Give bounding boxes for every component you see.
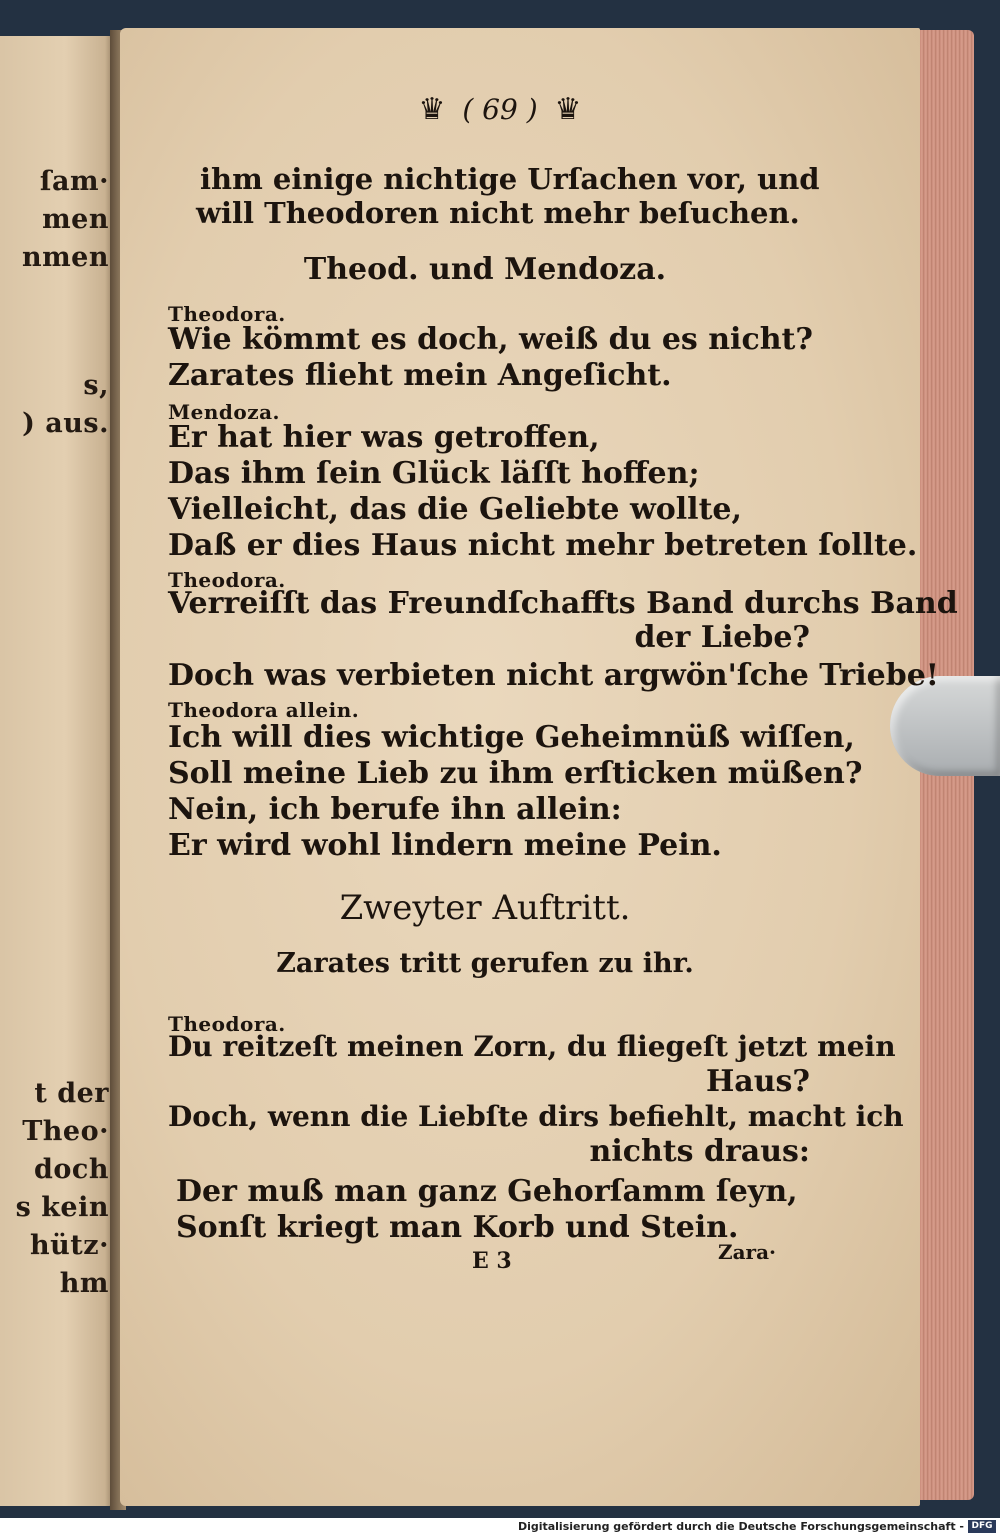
- left-page-line: Theo·: [22, 1116, 109, 1147]
- verse-line: Zarates flieht mein Angeſicht.: [168, 358, 672, 393]
- crown-ornament-icon: ♛: [418, 92, 446, 127]
- verse-line: Doch was verbieten nicht argwön'ſche Triebe!: [168, 658, 939, 693]
- intro-line: will Theodoren nicht mehr beſuchen.: [196, 196, 800, 230]
- speaker-label: Theodora.: [168, 1012, 286, 1036]
- verse-line: Du reitzeſt meinen Zorn, du fliegeſt jetzt mein: [168, 1030, 896, 1063]
- verse-line: Das ihm ſein Glück läſſt hoffen;: [168, 456, 700, 491]
- page-number: ( 69 ): [462, 93, 538, 126]
- left-page-line: doch: [34, 1154, 109, 1185]
- crown-ornament-icon: ♛: [554, 92, 582, 127]
- verse-line: Er hat hier was getroffen,: [168, 420, 600, 455]
- left-page-line: hm: [59, 1268, 109, 1299]
- signature-mark: E 3: [472, 1248, 512, 1274]
- verse-line: Der muß man ganz Gehorſamm ſeyn,: [176, 1174, 798, 1209]
- left-page-line: men: [42, 204, 109, 235]
- verse-line: Vielleicht, das die Geliebte wollte,: [168, 492, 742, 527]
- verse-line: Doch, wenn die Liebſte dirs befiehlt, macht ich: [168, 1100, 904, 1133]
- left-page-line: nmen: [21, 242, 109, 273]
- left-page-line: hütz·: [30, 1230, 109, 1261]
- speaker-label: Theodora.: [168, 302, 286, 326]
- verse-continuation: der Liebe?: [634, 620, 810, 655]
- verse-line: Daß er dies Haus nicht mehr betreten ſollte.: [168, 528, 918, 563]
- verse-line: Er wird wohl lindern meine Pein.: [168, 828, 722, 863]
- verse-continuation: Haus?: [705, 1064, 810, 1099]
- speaker-label: Theodora allein.: [168, 698, 360, 722]
- left-page-line: s kein: [15, 1192, 109, 1223]
- funding-credit: Digitalisierung gefördert durch die Deutsche Forschungsgemeinschaft -: [517, 1520, 964, 1533]
- verse-line: Sonſt kriegt man Korb und Stein.: [176, 1210, 739, 1245]
- speaker-label: Mendoza.: [168, 400, 281, 424]
- left-page-line: ) aus.: [22, 408, 109, 439]
- catchword: Zara·: [718, 1240, 777, 1264]
- verse-line: Nein, ich berufe ihn allein:: [168, 792, 622, 827]
- verse-line: Soll meine Lieb zu ihm erſticken müßen?: [168, 756, 863, 791]
- intro-line: ihm einige nichtige Urſachen vor, und: [200, 162, 820, 196]
- stage-direction: Zarates tritt gerufen zu ihr.: [276, 948, 694, 979]
- verse-line: Verreiſſt das Freundſchaffts Band durchs Band: [168, 586, 958, 621]
- speaker-label: Theodora.: [168, 568, 286, 592]
- verse-line: Ich will dies wichtige Geheimnüß wiſſen,: [168, 720, 855, 755]
- verse-line: Wie kömmt es doch, weiß du es nicht?: [168, 322, 813, 357]
- scene-heading: Theod. und Mendoza.: [303, 252, 667, 287]
- act-heading: Zweyter Auftritt.: [339, 888, 631, 928]
- page-header: [0, 92, 1000, 127]
- left-page-line: t der: [34, 1078, 109, 1109]
- left-page-line: s,: [83, 370, 109, 401]
- verse-continuation: nichts draus:: [589, 1134, 810, 1169]
- dfg-logo: DFG: [968, 1520, 996, 1533]
- left-page-line: ſam·: [39, 166, 109, 197]
